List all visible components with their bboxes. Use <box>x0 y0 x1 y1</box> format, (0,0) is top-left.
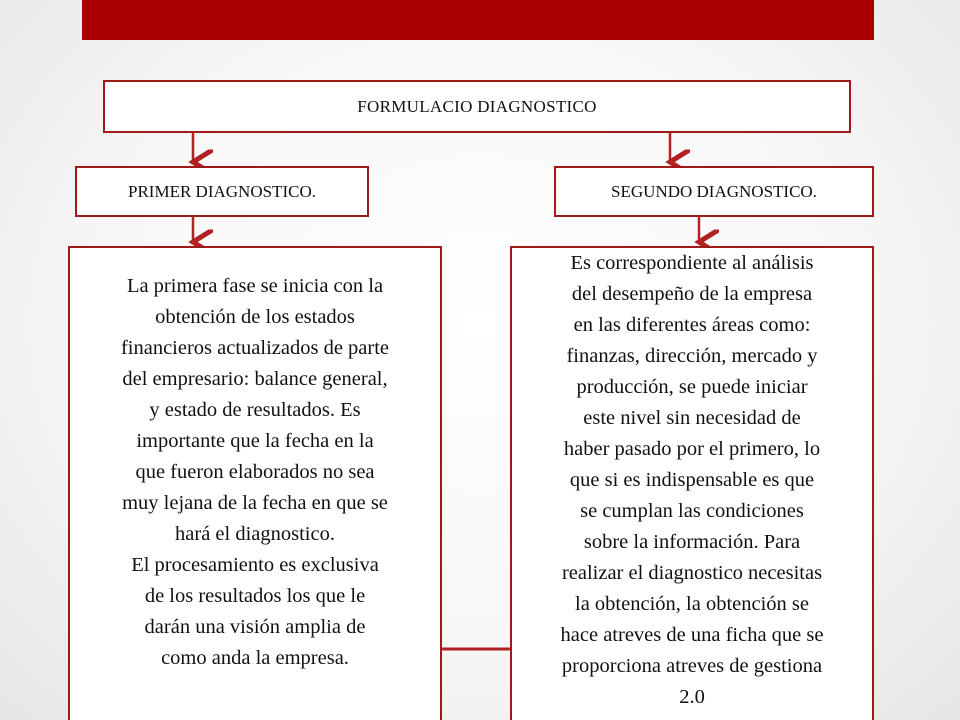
first-diagnosis-box <box>75 166 369 217</box>
diagnosis-title: FORMULACIO DIAGNOSTICO <box>357 96 597 116</box>
second-diagnosis-box <box>554 166 874 217</box>
diagnosis-title-box <box>103 80 851 133</box>
second-diagnosis-description: Es correspondiente al análisis del desempeño de la empresa en las diferentes áreas como: finanzas, dirección, mercado y producción, se puede iniciar este nivel sin necesidad de haber pasado por el primero, lo que si es indispensable es que se cumplan las condiciones sobre la información. Para realizar el diagnostico necesitas la obtención, la obtención se hace atreves de una ficha que se proporciona atreves de gestiona 2.0 <box>560 252 824 708</box>
first-diagnosis-label: PRIMER DIAGNOSTICO. <box>128 181 316 201</box>
second-diagnosis-label: SEGUNDO DIAGNOSTICO. <box>611 181 817 201</box>
first-diagnosis-description-box <box>68 246 442 720</box>
second-diagnosis-description-box <box>510 246 874 720</box>
first-diagnosis-description: La primera fase se inicia con la obtención de los estados financieros actualizados de parte del empresario: balance general, y estado de resultados. Es importante que la fecha en la que fueron elaborados no sea muy lejana de la fecha en que se hará el diagnostico. El procesamiento es exclusiva de los resultados los que le darán una visión amplia de como anda la empresa. <box>120 275 390 669</box>
